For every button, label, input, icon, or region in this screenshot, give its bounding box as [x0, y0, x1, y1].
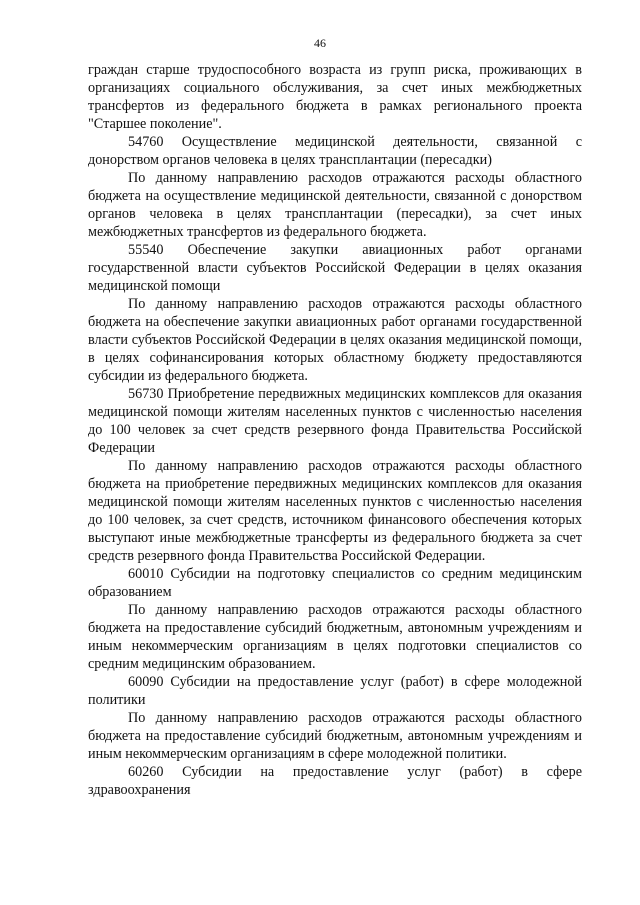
paragraph-description-60010: По данному направлению расходов отражаются расходы областного бюджета на предоставление субсидий бюджетным, автономным учреждениям и иным некоммерческим организациям в целях подготовки специалистов со средним медицинским образованием.: [88, 602, 582, 672]
paragraph-description-54760: По данному направлению расходов отражаются расходы областного бюджета на осуществление медицинской деятельности, связанной с донорством органов человека в целях трансплантации (пересадки), за счет иных межбюджетных трансфертов из федерального бюджета.: [88, 170, 582, 240]
paragraph-code-60260: 60260 Субсидии на предоставление услуг (работ) в сфере здравоохранения: [88, 764, 582, 798]
paragraph-code-60010: 60010 Субсидии на подготовку специалистов со средним медицинским образованием: [88, 566, 582, 600]
paragraph-code-54760: 54760 Осуществление медицинской деятельности, связанной с донорством органов человека в целях трансплантации (пересадки): [88, 134, 582, 168]
page-number: 46: [314, 36, 326, 50]
paragraph-code-56730: 56730 Приобретение передвижных медицинских комплексов для оказания медицинской помощи жителям населенных пунктов с численностью населения до 100 человек за счет средств резервного фонда Правительства Российской Федерации: [88, 386, 582, 456]
paragraph-continuation: граждан старше трудоспособного возраста из групп риска, проживающих в организациях социального обслуживания, за счет иных межбюджетных трансфертов из федерального бюджета в рамках регионального проекта "Старшее поколение".: [88, 62, 582, 132]
paragraph-description-56730: По данному направлению расходов отражаются расходы областного бюджета на приобретение передвижных медицинских комплексов для оказания медицинской помощи жителям населенных пунктов с численностью населения до 100 человек, за счет средств, источником финансового обеспечения которых выступают иные межбюджетные трансферты из федерального бюджета за счет средств резервного фонда Правительства Российской Федерации.: [88, 458, 582, 564]
paragraph-code-55540: 55540 Обеспечение закупки авиационных работ органами государственной власти субъектов Российской Федерации в целях оказания медицинской помощи: [88, 242, 582, 294]
document-body: [88, 61, 582, 799]
paragraph-description-55540: По данному направлению расходов отражаются расходы областного бюджета на обеспечение закупки авиационных работ органами государственной власти субъектов Российской Федерации в целях оказания медицинской помощи, в целях софинансирования которых областному бюджету предоставляются субсидии из федерального бюджета.: [88, 296, 582, 384]
paragraph-code-60090: 60090 Субсидии на предоставление услуг (работ) в сфере молодежной политики: [88, 674, 582, 708]
paragraph-description-60090: По данному направлению расходов отражаются расходы областного бюджета на предоставление субсидий бюджетным, автономным учреждениям и иным некоммерческим организациям в сфере молодежной политики.: [88, 710, 582, 762]
